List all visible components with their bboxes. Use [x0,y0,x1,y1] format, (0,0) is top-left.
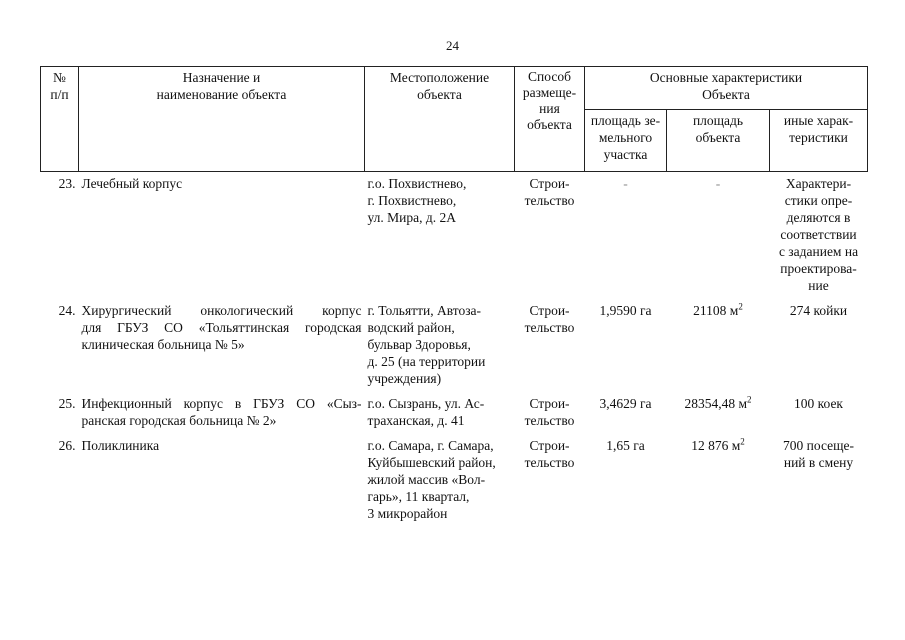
object-area: 12 876 $м^2$ [691,436,745,453]
placement-method: Строи- тельство [524,396,575,428]
object-area: 28354,48 $м^2$ [684,394,752,411]
land-area: - [623,176,628,191]
object-location: г.о. Самара, г. Самара, Куйбышевский район, жилой массив «Вол- гарь», 11 квартал, 3 микрорайон [367,438,496,521]
header-object-area: площадь объекта [667,110,770,172]
row-number: 26. [58,438,76,453]
object-area: - [715,176,721,191]
header-num: № п/п [41,67,79,172]
page-number: 24 [446,38,459,53]
other-characteristics: 100 коек [794,396,843,411]
object-location: г.о. Похвистнево, г. Похвистнево, ул. Мира, д. 2А [367,176,467,225]
table-row [41,437,868,530]
object-name: Поликлиника [81,438,160,453]
header-main-characteristics: Основные характеристики Объекта [585,67,868,110]
objects-table [40,66,868,530]
header-method: Способ размеще- ния объекта [515,67,585,172]
header-name: Назначение и наименование объекта [79,67,365,172]
placement-method: Строи- тельство [524,438,575,470]
object-name: Хирургический онкологический корпус для ГБУЗ СО «Тольяттинская городская клиническая больница № 5» [81,303,362,352]
object-location: г. Тольятти, Автоза- водский район, бульвар Здоровья, д. 25 (на территории учреждения) [367,303,486,386]
object-location: г.о. Сызрань, ул. Ас- траханская, д. 41 [367,396,485,428]
row-number: 23. [58,176,76,191]
table-row [41,172,868,303]
object-area: 21108 $м^2$ [693,301,743,318]
row-number: 25. [58,396,76,411]
header-other: иные харак- теристики [770,110,868,172]
placement-method: Строи- тельство [524,303,575,335]
header-land-area: площадь зе- мельного участка [585,110,667,172]
other-characteristics: 274 койки [789,303,848,318]
table-row [41,395,868,437]
table-row [41,302,868,395]
object-name: Лечебный корпус [81,176,183,191]
other-characteristics: Характери- стики опре- деляются в соответствии с заданием на проектирова- ние [778,176,859,293]
header-location: Местоположение объекта [365,67,515,172]
placement-method: Строи- тельство [524,176,575,208]
row-number: 24. [58,303,76,318]
land-area: 1,65 га [606,438,645,453]
other-characteristics: 700 посеще- ний в смену [783,438,854,470]
object-name: Инфекционный корпус в ГБУЗ СО «Сыз- ранская городская больница № 2» [81,396,362,428]
land-area: 3,4629 га [599,396,652,411]
land-area: 1,9590 га [599,303,652,318]
